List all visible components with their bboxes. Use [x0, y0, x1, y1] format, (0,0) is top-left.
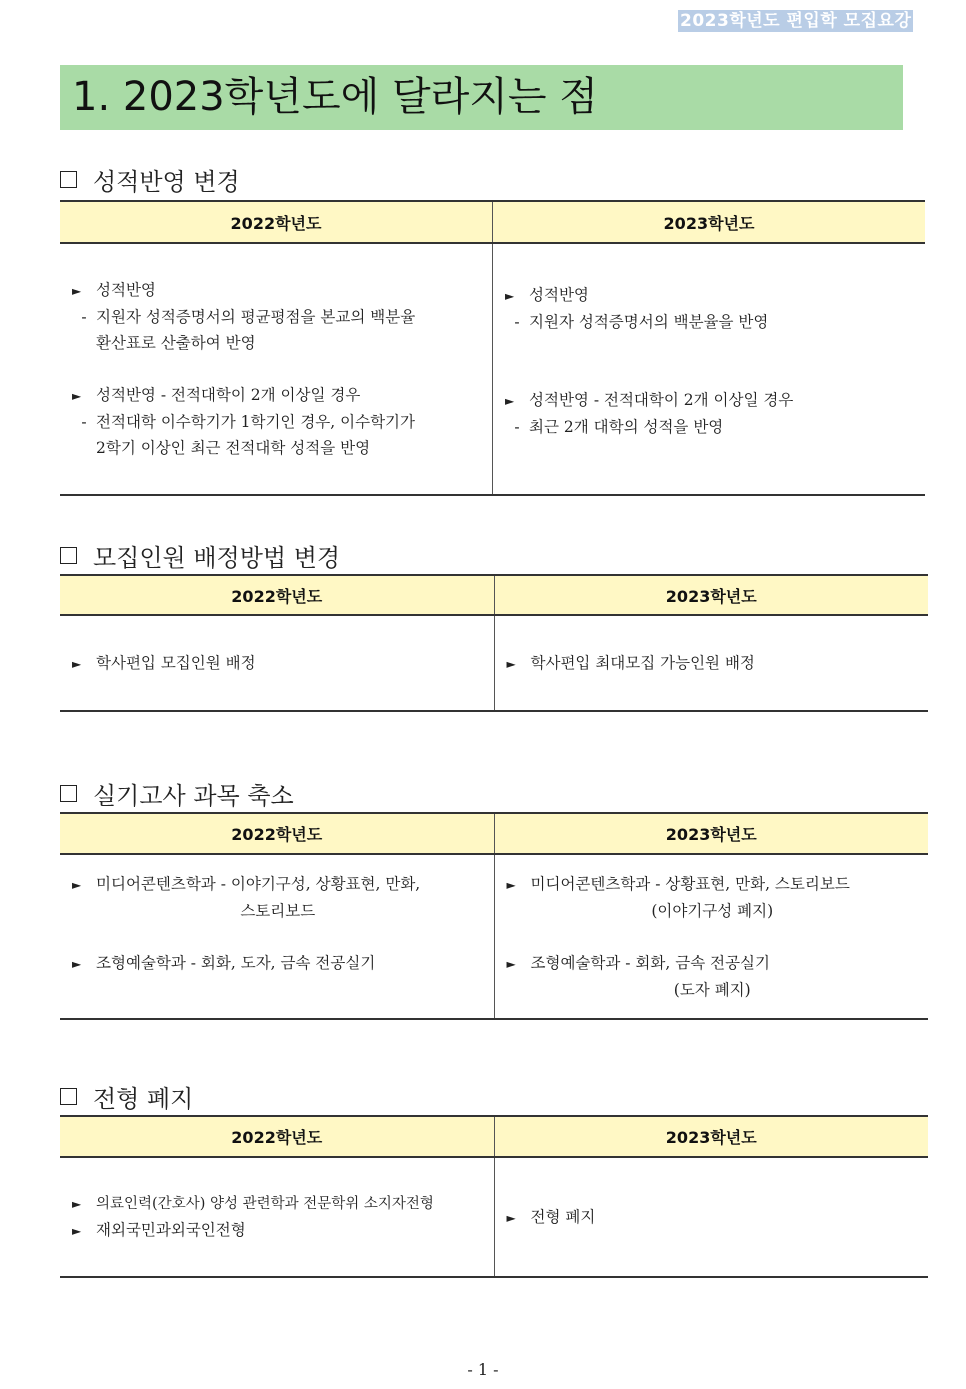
- item-text: 성적반영: [96, 281, 156, 299]
- item-text: 조형예술학과 - 회화, 도자, 금속 전공실기: [96, 953, 376, 972]
- bullet-icon: ►: [506, 877, 516, 892]
- comparison-table: [60, 1115, 928, 1278]
- bullet-icon: ►: [505, 394, 515, 408]
- comparison-table: [60, 812, 928, 1020]
- bullet-icon: ►: [72, 389, 82, 403]
- bullet-icon: ►: [506, 956, 516, 971]
- item-text: 학사편입 최대모집 가능인원 배정: [530, 653, 755, 672]
- section-practical: [60, 776, 928, 1020]
- item-text: 전형 폐지: [530, 1207, 596, 1226]
- header-tag: 2023학년도 편입학 모집요강: [680, 11, 912, 31]
- col-header-2023: 2023학년도: [494, 1116, 928, 1157]
- checkbox-icon: [60, 785, 77, 802]
- bullet-icon: ►: [72, 656, 82, 671]
- item-text: 최근 2개 대학의 성적을 반영: [529, 418, 724, 436]
- section-heading: 전형 폐지: [93, 1084, 194, 1113]
- item-text: 전적대학 이수학기가 1학기인 경우, 이수학기가: [96, 413, 415, 431]
- cell-2022: [60, 1157, 494, 1277]
- comparison-table: [60, 200, 925, 496]
- section-quota: [60, 538, 928, 712]
- page-number: - 1 -: [467, 1360, 499, 1379]
- cell-2023: [494, 854, 928, 1019]
- checkbox-icon: [60, 171, 77, 188]
- item-text: 지원자 성적증명서의 평균평점을 본교의 백분율: [96, 308, 416, 326]
- col-header-2022: 2022학년도: [60, 201, 493, 243]
- section-grade: [60, 162, 925, 496]
- section-heading: 성적반영 변경: [93, 167, 240, 196]
- bullet-icon: ►: [72, 877, 82, 892]
- item-text: 조형예술학과 - 회화, 금속 전공실기: [530, 953, 770, 972]
- dash-icon: -: [81, 308, 87, 326]
- item-text: 스토리보드: [240, 901, 316, 920]
- cell-2023: [494, 1157, 928, 1277]
- dash-icon: -: [514, 418, 520, 436]
- section-heading: 모집인원 배정방법 변경: [93, 543, 341, 572]
- cell-2022: [60, 854, 494, 1019]
- item-text: 성적반영: [529, 286, 589, 304]
- dash-icon: -: [81, 413, 87, 431]
- col-header-2023: 2023학년도: [494, 575, 928, 615]
- cell-2023: [493, 243, 926, 495]
- item-text: 환산표로 산출하여 반영: [96, 334, 256, 352]
- item-text: 재외국민과외국인전형: [96, 1221, 246, 1239]
- comparison-table: [60, 574, 928, 712]
- cell-2022: [60, 615, 494, 711]
- section-abolished: [60, 1079, 928, 1278]
- bullet-icon: ►: [506, 1210, 516, 1225]
- col-header-2022: 2022학년도: [60, 575, 494, 615]
- bullet-icon: ►: [505, 289, 515, 303]
- bullet-icon: ►: [72, 1197, 82, 1211]
- section-heading: 실기고사 과목 축소: [93, 781, 294, 810]
- checkbox-icon: [60, 1088, 77, 1105]
- item-text: 미디어콘텐츠학과 - 이야기구성, 상황표현, 만화,: [96, 874, 421, 893]
- col-header-2022: 2022학년도: [60, 1116, 494, 1157]
- item-text: 지원자 성적증명서의 백분율을 반영: [529, 313, 769, 331]
- item-text: 2학기 이상인 최근 전적대학 성적을 반영: [96, 439, 371, 457]
- item-text: 미디어콘텐츠학과 - 상황표현, 만화, 스토리보드: [530, 874, 850, 893]
- col-header-2023: 2023학년도: [494, 813, 928, 854]
- checkbox-icon: [60, 547, 77, 564]
- bullet-icon: ►: [506, 656, 516, 671]
- cell-2022: [60, 243, 493, 495]
- cell-2023: [494, 615, 928, 711]
- item-text: 학사편입 모집인원 배정: [96, 653, 256, 672]
- bullet-icon: ►: [72, 284, 82, 298]
- item-text: 성적반영 - 전적대학이 2개 이상일 경우: [96, 386, 361, 404]
- dash-icon: -: [514, 313, 520, 331]
- bullet-icon: ►: [72, 1224, 82, 1238]
- item-text: (도자 폐지): [673, 980, 751, 999]
- item-text: 성적반영 - 전적대학이 2개 이상일 경우: [529, 391, 794, 409]
- col-header-2022: 2022학년도: [60, 813, 494, 854]
- page-title: 1. 2023학년도에 달라지는 점: [60, 65, 903, 130]
- bullet-icon: ►: [72, 956, 82, 971]
- item-text: 의료인력(간호사) 양성 관련학과 전문학위 소지자전형: [96, 1196, 434, 1212]
- col-header-2023: 2023학년도: [493, 201, 926, 243]
- item-text: (이야기구성 폐지): [651, 901, 774, 920]
